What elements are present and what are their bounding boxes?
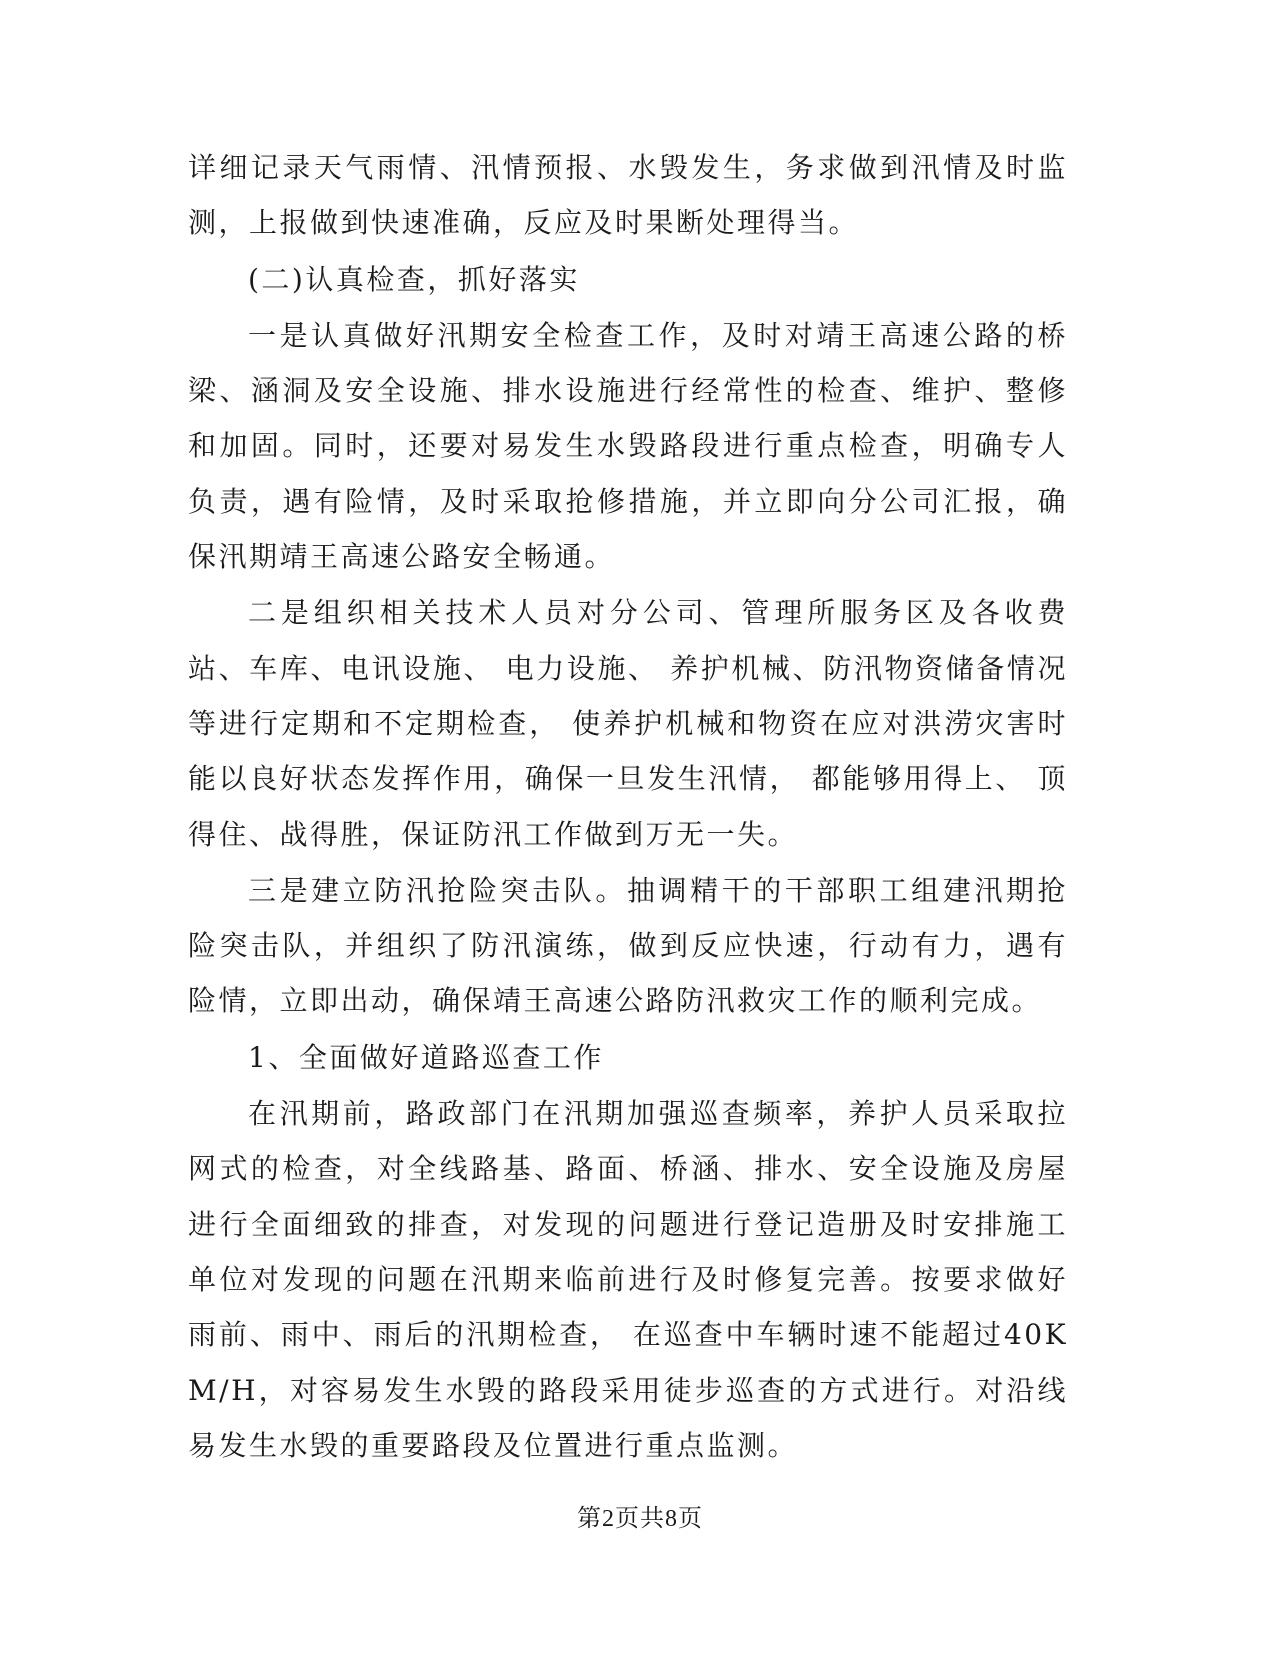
paragraph-5: 三是建立防汛抢险突击队。抽调精干的干部职工组建汛期抢险突击队，并组织了防汛演练，做到反应快速，行动有力，遇有险情，立即出动，确保靖王高速公路防汛救灾工作的顺利完成。 bbox=[188, 873, 1068, 1018]
paragraph-3: 一是认真做好汛期安全检查工作，及时对靖王高速公路的桥梁、涵洞及安全设施、排水设施进行经常性的检查、维护、整修和加固。同时，还要对易发生水毁路段进行重点检查，明确专人负责，遇有险情，及时采取抢修措施，并立即向分公司汇报，确保汛期靖王高速公路安全畅通。 bbox=[188, 318, 1068, 574]
paragraph-1: 详细记录天气雨情、汛情预报、水毁发生，务求做到汛情及时监测，上报做到快速准确，反应及时果断处理得当。 bbox=[188, 151, 1068, 240]
paragraph-4: 二是组织相关技术人员对分公司、管理所服务区及各收费站、车库、电讯设施、 电力设施、 养护机械、防汛物资储备情况等进行定期和不定期检查， 使养护机械和物资在应对洪涝灾害时能以良好状态发挥作用，确保一旦发生汛情， 都能够用得上、 顶得住、战得胜，保证防汛工作做到万无一失。 bbox=[188, 596, 1068, 851]
document-body bbox=[188, 140, 1068, 1474]
section-heading-2: (二)认真检查，抓好落实 bbox=[248, 262, 580, 296]
page-number: 第2页共8页 bbox=[577, 1506, 703, 1532]
subheading-6: 1、全面做好道路巡查工作 bbox=[248, 1040, 604, 1074]
paragraph-7: 在汛期前，路政部门在汛期加强巡查频率，养护人员采取拉网式的检查，对全线路基、路面、桥涵、排水、安全设施及房屋进行全面细致的排查，对发现的问题进行登记造册及时安排施工单位对发现的问题在汛期来临前进行及时修复完善。按要求做好雨前、雨中、雨后的汛期检查， 在巡查中车辆时速不能超过40KM/H，对容易发生水毁的路段采用徒步巡查的方式进行。对沿线易发生水毁的重要路段及位置进行重点监测。 bbox=[188, 1097, 1068, 1462]
